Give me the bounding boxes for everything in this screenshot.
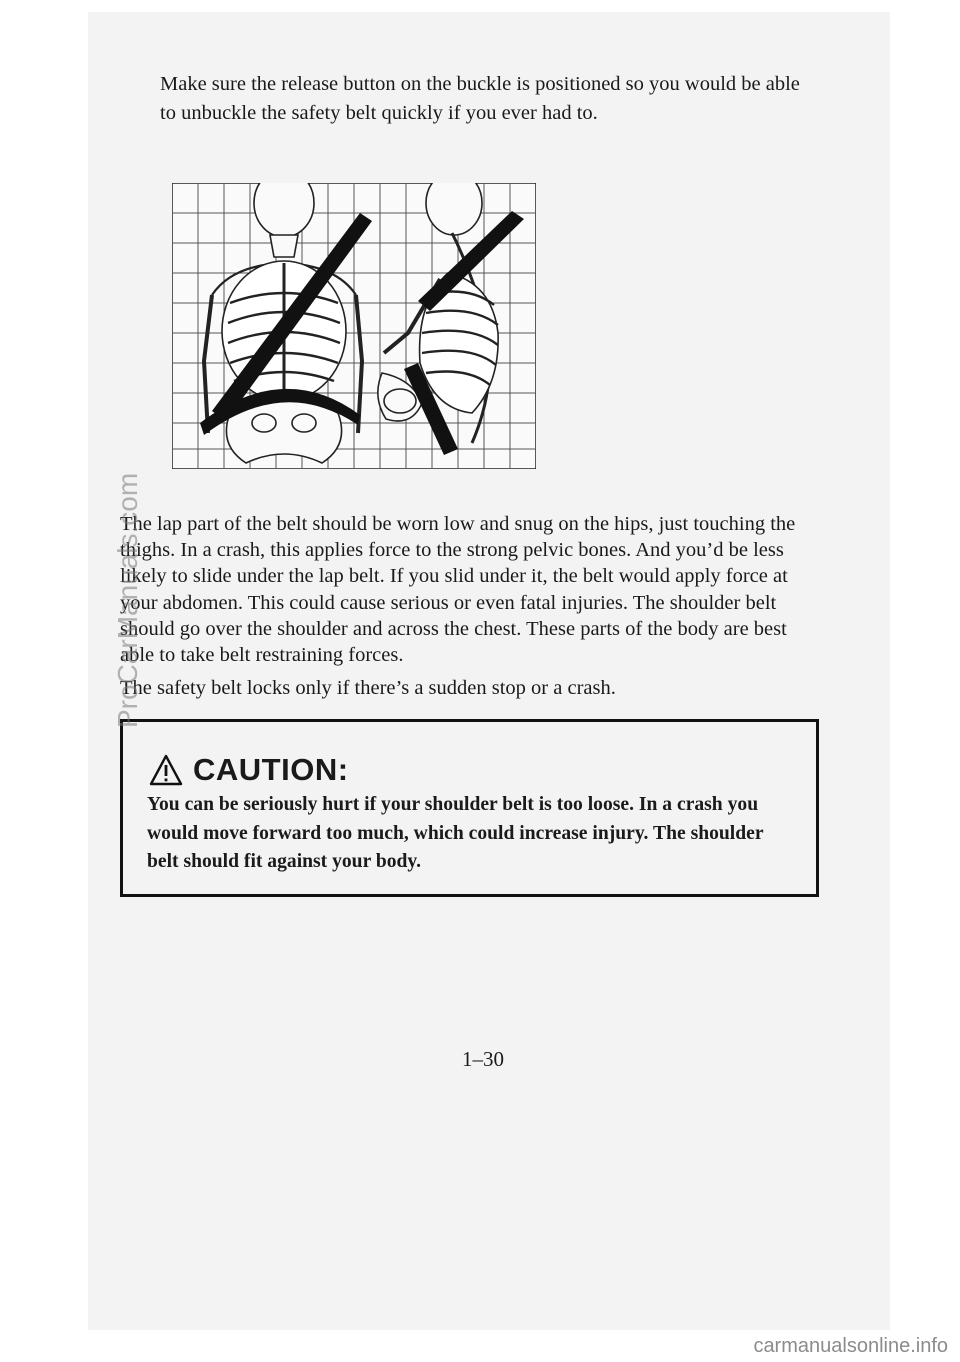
safety-belt-skeleton-figure bbox=[172, 183, 536, 469]
lap-belt-paragraph: The lap part of the belt should be worn low and snug on the hips, just touching the thighs. In a crash, this applies force to the strong pelvic bones. And you’d be less likely to slide under the lap belt. If you slid under it, the belt would apply force at your abdomen. This could cause serious or even fatal injuries. The shoulder belt should go over the shoulder and across the chest. These parts of the body are best able to take belt restraining forces. bbox=[120, 513, 796, 667]
caution-text: You can be seriously hurt if your shoulder belt is too loose. In a crash you would move forward too much, which could increase injury. The shoulder belt should fit against your body. bbox=[147, 794, 764, 872]
warning-triangle-icon bbox=[149, 754, 183, 786]
intro-paragraph: Make sure the release button on the buckle is positioned so you would be able to unbuckle the safety belt quickly if you ever had to. bbox=[160, 73, 800, 124]
caution-header bbox=[149, 752, 349, 788]
caution-box bbox=[120, 719, 819, 897]
belt-locks-paragraph: The safety belt locks only if there’s a sudden stop or a crash. bbox=[120, 677, 616, 699]
watermark-side: ProCarManuals.com bbox=[112, 472, 143, 728]
caution-title: CAUTION: bbox=[193, 752, 349, 787]
watermark-bottom: carmanualsonline.info bbox=[753, 1335, 948, 1357]
page-number: 1–30 bbox=[462, 1047, 504, 1071]
